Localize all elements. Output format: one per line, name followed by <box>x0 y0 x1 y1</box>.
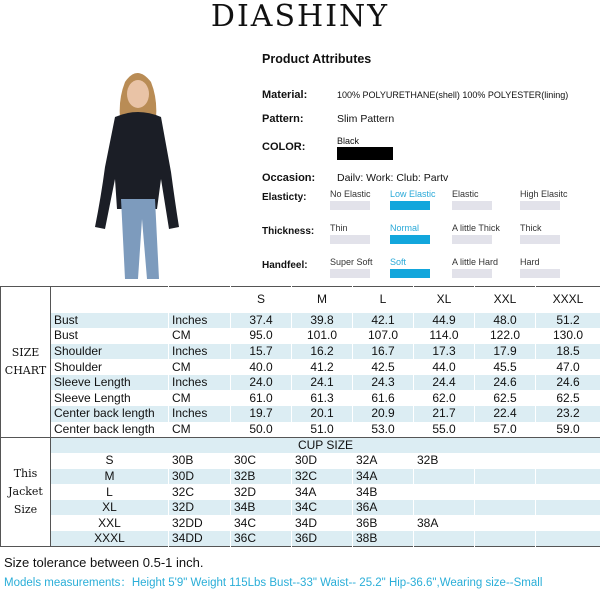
cup-size: 34C <box>231 515 292 531</box>
size-header: XXL <box>475 287 536 313</box>
cup-size: 32B <box>414 453 475 469</box>
cup-size: 34B <box>353 484 414 500</box>
measure-value: 16.2 <box>292 344 353 360</box>
table-row <box>1 469 600 485</box>
scale-label: Handfeel: <box>262 260 308 271</box>
cup-size: 34D <box>292 515 353 531</box>
measure-name: Center back length <box>51 406 169 422</box>
measure-value: 42.5 <box>353 359 414 375</box>
measure-value: 53.0 <box>353 422 414 438</box>
empty-cell <box>536 484 600 500</box>
table-row <box>1 359 600 375</box>
measure-unit: Inches <box>169 406 231 422</box>
measure-value: 22.4 <box>475 406 536 422</box>
size-tolerance-note: Size tolerance between 0.5-1 inch. <box>4 555 204 570</box>
occasion-label: Occasion: <box>262 172 316 184</box>
measure-value: 51.2 <box>536 313 600 329</box>
jacket-size: XL <box>51 500 169 516</box>
measure-value: 51.0 <box>292 422 353 438</box>
measure-value: 24.6 <box>536 375 600 391</box>
jacket-size: M <box>51 469 169 485</box>
table-row <box>1 375 600 391</box>
empty-cell <box>414 469 475 485</box>
empty-cell <box>536 515 600 531</box>
scale-bar <box>330 269 370 278</box>
empty-cell <box>475 515 536 531</box>
empty-cell <box>414 531 475 547</box>
cup-size: 32DD <box>169 515 231 531</box>
cup-size-header: CUP SIZE <box>51 438 600 454</box>
measure-value: 114.0 <box>414 328 475 344</box>
measure-value: 40.0 <box>231 359 292 375</box>
measure-value: 47.0 <box>536 359 600 375</box>
measure-value: 17.9 <box>475 344 536 360</box>
measure-name: Shoulder <box>51 344 169 360</box>
size-header: S <box>231 287 292 313</box>
cup-size: 38B <box>353 531 414 547</box>
jacket-size-label: This Jacket Size <box>1 438 51 547</box>
jacket-size: S <box>51 453 169 469</box>
measure-value: 24.1 <box>292 375 353 391</box>
measure-value: 19.7 <box>231 406 292 422</box>
measure-unit: CM <box>169 328 231 344</box>
scale-bar <box>452 201 492 210</box>
size-header: L <box>353 287 414 313</box>
empty-cell <box>536 531 600 547</box>
cup-size: 36C <box>231 531 292 547</box>
scale-option: Low Elastic <box>390 189 436 199</box>
scale-bar <box>520 235 560 244</box>
cup-size: 30C <box>231 453 292 469</box>
measure-value: 39.8 <box>292 313 353 329</box>
table-row <box>1 390 600 406</box>
measure-unit: CM <box>169 422 231 438</box>
table-row <box>1 406 600 422</box>
measure-value: 95.0 <box>231 328 292 344</box>
material-value: 100% POLYURETHANE(shell) 100% POLYESTER(lining) <box>337 90 569 100</box>
pattern-value: Slim Pattern <box>337 113 395 125</box>
measure-value: 44.0 <box>414 359 475 375</box>
empty-cell <box>536 469 600 485</box>
measure-value: 20.1 <box>292 406 353 422</box>
cup-size: 32B <box>231 469 292 485</box>
size-header: M <box>292 287 353 313</box>
cup-size: 34B <box>231 500 292 516</box>
scale-bar <box>330 201 370 210</box>
cup-size: 34A <box>353 469 414 485</box>
measure-value: 21.7 <box>414 406 475 422</box>
size-header: XXXL <box>536 287 600 313</box>
jacket-size: XXXL <box>51 531 169 547</box>
occasion-value: Dailv: Work: Club: Partv <box>337 172 449 184</box>
size-chart-label: SIZE CHART <box>1 287 51 438</box>
table-row <box>1 422 600 438</box>
table-row <box>1 515 600 531</box>
size-header: XL <box>414 287 475 313</box>
cup-size: 34DD <box>169 531 231 547</box>
attributes-title: Product Attributes <box>262 52 372 66</box>
measure-name: Shoulder <box>51 359 169 375</box>
measure-name: Center back length <box>51 422 169 438</box>
model-measurements: Models measurements：Height 5'9" Weight 115Lbs Bust--33" Waist-- 25.2" Hip-36.6",Wearing size--Small <box>4 577 543 589</box>
scale-label: Elasticty: <box>262 192 307 203</box>
scale-bar <box>452 235 492 244</box>
color-label: COLOR: <box>262 141 306 153</box>
scale-option: No Elastic <box>330 189 371 199</box>
scale-bar-selected <box>390 269 430 278</box>
empty-cell <box>536 500 600 516</box>
measure-value: 17.3 <box>414 344 475 360</box>
scale-bar-selected <box>390 201 430 210</box>
measure-unit: Inches <box>169 344 231 360</box>
measure-value: 122.0 <box>475 328 536 344</box>
measure-value: 61.3 <box>292 390 353 406</box>
measure-value: 57.0 <box>475 422 536 438</box>
measure-name: Bust <box>51 328 169 344</box>
cup-size: 34A <box>292 484 353 500</box>
measure-value: 15.7 <box>231 344 292 360</box>
cup-size: 32D <box>231 484 292 500</box>
cup-size: 36B <box>353 515 414 531</box>
measure-unit: CM <box>169 390 231 406</box>
measure-unit: CM <box>169 359 231 375</box>
cup-size: 30B <box>169 453 231 469</box>
empty-cell <box>475 469 536 485</box>
color-value: Black <box>337 136 360 146</box>
measure-value: 42.1 <box>353 313 414 329</box>
scale-option: High Elasitc <box>520 189 568 199</box>
measure-value: 24.3 <box>353 375 414 391</box>
cup-size: 36A <box>353 500 414 516</box>
scale-option: A little Hard <box>452 257 499 267</box>
measure-value: 62.0 <box>414 390 475 406</box>
measure-value: 16.7 <box>353 344 414 360</box>
cup-size: 30D <box>169 469 231 485</box>
measure-name: Bust <box>51 313 169 329</box>
empty-cell <box>414 484 475 500</box>
cup-size: 36D <box>292 531 353 547</box>
scale-bar <box>330 235 370 244</box>
measure-value: 41.2 <box>292 359 353 375</box>
material-label: Material: <box>262 89 308 101</box>
brand-title: DIASHINY <box>210 0 390 34</box>
size-chart-table <box>0 286 600 438</box>
measure-value: 61.0 <box>231 390 292 406</box>
measure-value: 48.0 <box>475 313 536 329</box>
pattern-label: Pattern: <box>262 113 304 125</box>
measure-value: 107.0 <box>353 328 414 344</box>
measure-value: 62.5 <box>536 390 600 406</box>
measure-value: 101.0 <box>292 328 353 344</box>
measure-value: 24.6 <box>475 375 536 391</box>
measure-value: 20.9 <box>353 406 414 422</box>
measure-value: 61.6 <box>353 390 414 406</box>
measure-value: 50.0 <box>231 422 292 438</box>
color-swatch <box>337 147 393 160</box>
table-row <box>1 500 600 516</box>
cup-size: 30D <box>292 453 353 469</box>
measure-unit: Inches <box>169 313 231 329</box>
cup-size-table <box>0 437 600 547</box>
table-row <box>1 328 600 344</box>
empty-cell <box>414 500 475 516</box>
empty-cell <box>475 531 536 547</box>
scale-option: A little Thick <box>452 223 500 233</box>
measure-unit: Inches <box>169 375 231 391</box>
measure-value: 37.4 <box>231 313 292 329</box>
cup-size: 32C <box>169 484 231 500</box>
jacket-size: L <box>51 484 169 500</box>
empty-cell <box>536 453 600 469</box>
cup-size: 32D <box>169 500 231 516</box>
table-row <box>1 313 600 329</box>
cup-size: 32C <box>292 469 353 485</box>
table-row <box>1 531 600 547</box>
empty-cell <box>475 484 536 500</box>
scale-label: Thickness: <box>262 226 315 237</box>
scale-bar <box>520 201 560 210</box>
empty-cell <box>475 453 536 469</box>
scale-option: Normal <box>390 223 420 233</box>
empty-cell <box>475 500 536 516</box>
cup-size: 38A <box>414 515 475 531</box>
measure-value: 59.0 <box>536 422 600 438</box>
measure-value: 23.2 <box>536 406 600 422</box>
scale-bar <box>452 269 492 278</box>
measure-value: 45.5 <box>475 359 536 375</box>
model-photo <box>65 62 210 282</box>
measure-value: 44.9 <box>414 313 475 329</box>
measure-value: 55.0 <box>414 422 475 438</box>
scale-bar-selected <box>390 235 430 244</box>
measure-value: 130.0 <box>536 328 600 344</box>
jacket-size: XXL <box>51 515 169 531</box>
measure-value: 18.5 <box>536 344 600 360</box>
scale-bar <box>520 269 560 278</box>
scale-option: Hard <box>520 257 540 267</box>
table-row <box>1 344 600 360</box>
scale-option: Thin <box>330 223 348 233</box>
table-row <box>1 453 600 469</box>
cup-size: 34C <box>292 500 353 516</box>
measure-value: 62.5 <box>475 390 536 406</box>
scale-option: Super Soft <box>330 257 373 267</box>
scale-option: Thick <box>520 223 542 233</box>
measure-name: Sleeve Length <box>51 375 169 391</box>
measure-value: 24.4 <box>414 375 475 391</box>
table-row <box>1 484 600 500</box>
measure-value: 24.0 <box>231 375 292 391</box>
cup-size: 32A <box>353 453 414 469</box>
measure-name: Sleeve Length <box>51 390 169 406</box>
scale-option: Soft <box>390 257 407 267</box>
scale-option: Elastic <box>452 189 479 199</box>
